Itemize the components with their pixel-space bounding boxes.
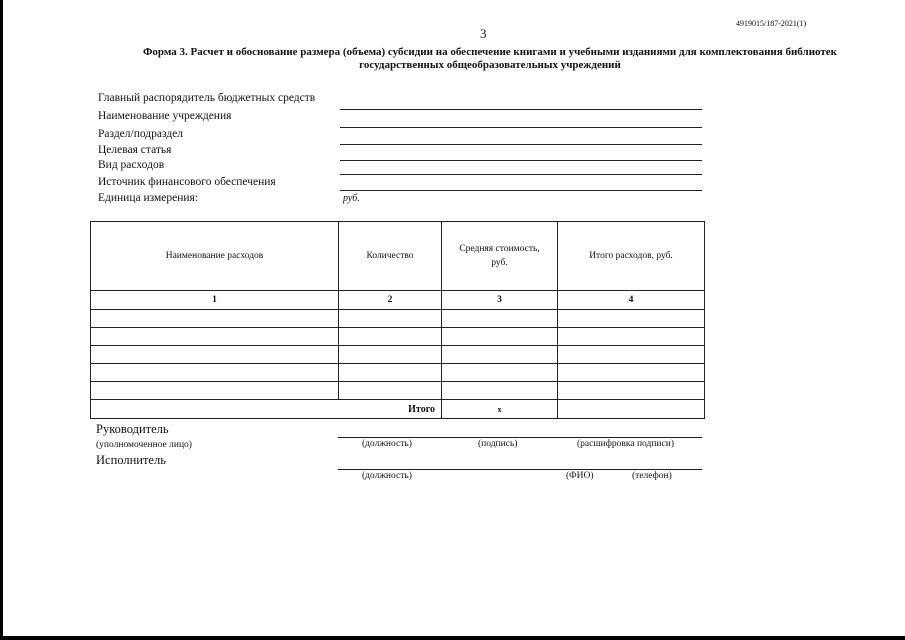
total-label: Итого [91,400,442,419]
column-header-total-expenses: Итого расходов, руб. [558,222,705,291]
head-signature-line[interactable] [338,437,702,438]
column-number-2: 2 [339,291,442,310]
column-header-average-cost-text: Средняя стоимость, руб. [459,244,540,268]
executor-phone-caption: (телефон) [632,471,672,481]
table-cell[interactable] [339,346,442,364]
executor-signature-line[interactable] [338,469,702,470]
table-cell[interactable] [558,382,705,400]
head-position-caption: (должность) [362,439,412,449]
form-title [110,46,870,72]
table-cell[interactable] [91,364,339,382]
table-header-row [91,222,705,291]
table-cell[interactable] [558,328,705,346]
document-id: 4919015/187-2021(1) [736,19,807,28]
executor-fio-caption: (ФИО) [566,471,594,481]
field-label-expense-type: Вид расходов [98,159,165,171]
table-total-row [91,400,705,419]
field-line-funding-source[interactable] [340,190,702,191]
expenses-table [90,221,705,419]
table-cell[interactable] [558,310,705,328]
head-signature-caption: (подпись) [478,439,518,449]
field-label-target-item: Целевая статья [98,144,172,156]
total-amount-cell[interactable] [558,400,705,419]
column-number-3: 3 [442,291,558,310]
table-cell[interactable] [442,310,558,328]
column-header-quantity: Количество [339,222,442,291]
column-header-expense-name: Наименование расходов [91,222,339,291]
head-label: Руководитель [96,422,169,436]
table-row [91,328,705,346]
field-label-unit: Единица измерения: [98,192,199,204]
table-cell[interactable] [558,364,705,382]
column-number-4: 4 [558,291,705,310]
field-label-section: Раздел/подраздел [98,128,184,140]
field-label-funding-source: Источник финансового обеспечения [98,176,276,188]
table-cell[interactable] [91,346,339,364]
page-number: 3 [480,26,487,41]
field-line-target-item[interactable] [340,160,702,161]
table-cell[interactable] [442,346,558,364]
field-line-budget-manager[interactable] [340,109,702,110]
table-row [91,364,705,382]
table-cell[interactable] [339,328,442,346]
form-title-line-2: государственных общеобразовательных учреждений [359,59,621,71]
table-cell[interactable] [91,310,339,328]
field-label-institution: Наименование учреждения [98,110,232,122]
table-cell[interactable] [442,364,558,382]
table-cell[interactable] [91,382,339,400]
authorized-person-label: (уполномоченное лицо) [96,440,192,450]
column-number-1: 1 [91,291,339,310]
executor-label: Исполнитель [96,453,166,467]
executor-position-caption: (должность) [362,471,412,481]
field-line-section[interactable] [340,144,702,145]
scan-left-edge [0,0,3,640]
field-value-unit: руб. [343,193,360,204]
table-row [91,382,705,400]
table-column-numbers-row [91,291,705,310]
table-cell[interactable] [442,328,558,346]
head-decoding-caption: (расшифровка подписи) [577,439,674,449]
table-cell[interactable] [91,328,339,346]
column-header-average-cost [442,222,558,291]
field-line-institution[interactable] [340,127,702,128]
form-title-line-1: Форма 3. Расчет и обоснование размера (объема) субсидии на обеспечение книгами и учебными изданиями для комплектования библиотек [142,46,838,58]
scan-bottom-edge [0,636,905,640]
table-row [91,346,705,364]
table-row [91,310,705,328]
table-cell[interactable] [442,382,558,400]
table-cell[interactable] [339,364,442,382]
total-average-cost-cell: x [442,400,558,419]
table-cell[interactable] [339,310,442,328]
field-line-expense-type[interactable] [340,174,702,175]
table-cell[interactable] [339,382,442,400]
field-label-budget-manager: Главный распорядитель бюджетных средств [98,92,316,104]
table-cell[interactable] [558,346,705,364]
